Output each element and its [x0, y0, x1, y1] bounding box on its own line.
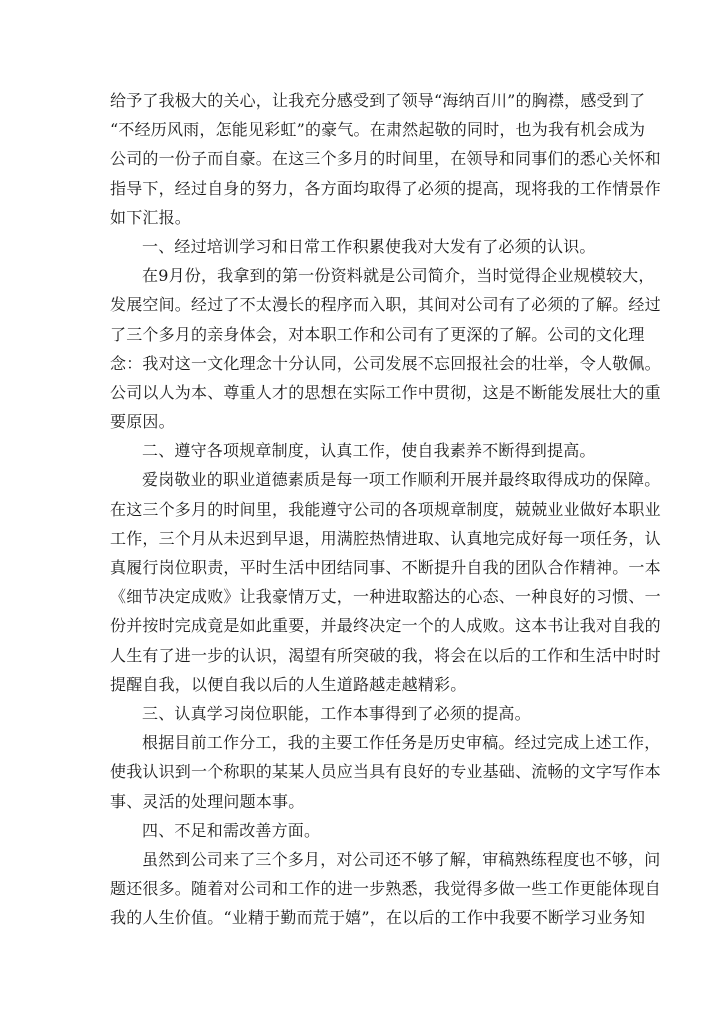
- text-line: 题还很多。随着对公司和工作的进一步熟悉，我觉得多做一些工作更能体现自: [110, 879, 661, 899]
- text-line: 真履行岗位职责，平时生活中团结同事、不断提升自我的团队合作精神。一本: [110, 558, 661, 577]
- text-line: 如下汇报。: [110, 207, 192, 227]
- text-line: 虽然到公司来了三个多月，对公司还不够了解，审稿熟练程度也不够，问: [142, 849, 661, 869]
- text-line: 公司的一份子而自豪。在这三个多月的时间里，在领导和同事们的悉心关怀和: [110, 149, 661, 169]
- text-line: 在9月份，我拿到的第一份资料就是公司简介，当时觉得企业规模较大，: [142, 266, 655, 286]
- text-line: 《细节决定成败》让我豪情万丈，一种进取豁达的心态、一种良好的习惯、一: [110, 587, 661, 607]
- text-line: 提醒自我，以便自我以后的人生道路越走越精彩。: [110, 674, 467, 694]
- text-line: 工作，三个月从未迟到早退，用满腔热情进取、认真地完成好每一项任务，认: [110, 528, 661, 548]
- document-body: [110, 86, 661, 932]
- text-line: 使我认识到一个称职的某某人员应当具有良好的专业基础、流畅的文字写作本: [110, 762, 661, 782]
- text-line: 事、灵活的处理问题本事。: [110, 791, 305, 811]
- text-line: 根据目前工作分工，我的主要工作任务是历史审稿。经过完成上述工作，: [142, 733, 661, 753]
- text-line: “不经历风雨，怎能见彩虹”的豪气。在肃然起敬的同时，也为我有机会成为: [110, 120, 646, 140]
- text-line: 发展空间。经过了不太漫长的程序而入职，其间对公司有了必须的了解。经过: [110, 295, 661, 315]
- text-line: 人生有了进一步的认识，渴望有所突破的我，将会在以后的工作和生活中时时: [110, 645, 661, 665]
- text-line: 给予了我极大的关心，让我充分感受到了领导“海纳百川”的胸襟，感受到了: [110, 91, 646, 110]
- text-line: 我的人生价值。“业精于勤而荒于嬉”，在以后的工作中我要不断学习业务知: [110, 908, 646, 928]
- text-line: 公司以人为本、尊重人才的思想在实际工作中贯彻，这是不断能发展壮大的重: [110, 382, 661, 402]
- text-line: 念：我对这一文化理念十分认同，公司发展不忘回报社会的壮举，令人敬佩。: [110, 353, 661, 373]
- text-line: 在这三个多月的时间里，我能遵守公司的各项规章制度，兢兢业业做好本职业: [110, 499, 661, 519]
- text-line: 四、不足和需改善方面。: [142, 820, 321, 840]
- text-line: 一、经过培训学习和日常工作积累使我对大发有了必须的认识。: [142, 236, 596, 256]
- text-line: 爱岗敬业的职业道德素质是每一项工作顺利开展并最终取得成功的保障。: [142, 470, 661, 490]
- text-line: 二、遵守各项规章制度，认真工作，使自我素养不断得到提高。: [142, 441, 596, 461]
- text-line: 份并按时完成竟是如此重要，并最终决定一个的人成败。这本书让我对自我的: [110, 616, 661, 636]
- text-line: 指导下，经过自身的努力，各方面均取得了必须的提高，现将我的工作情景作: [110, 178, 661, 198]
- text-line: 了三个多月的亲身体会，对本职工作和公司有了更深的了解。公司的文化理: [110, 324, 645, 344]
- text-line: 三、认真学习岗位职能，工作本事得到了必须的提高。: [142, 703, 531, 723]
- text-line: 要原因。: [110, 412, 175, 432]
